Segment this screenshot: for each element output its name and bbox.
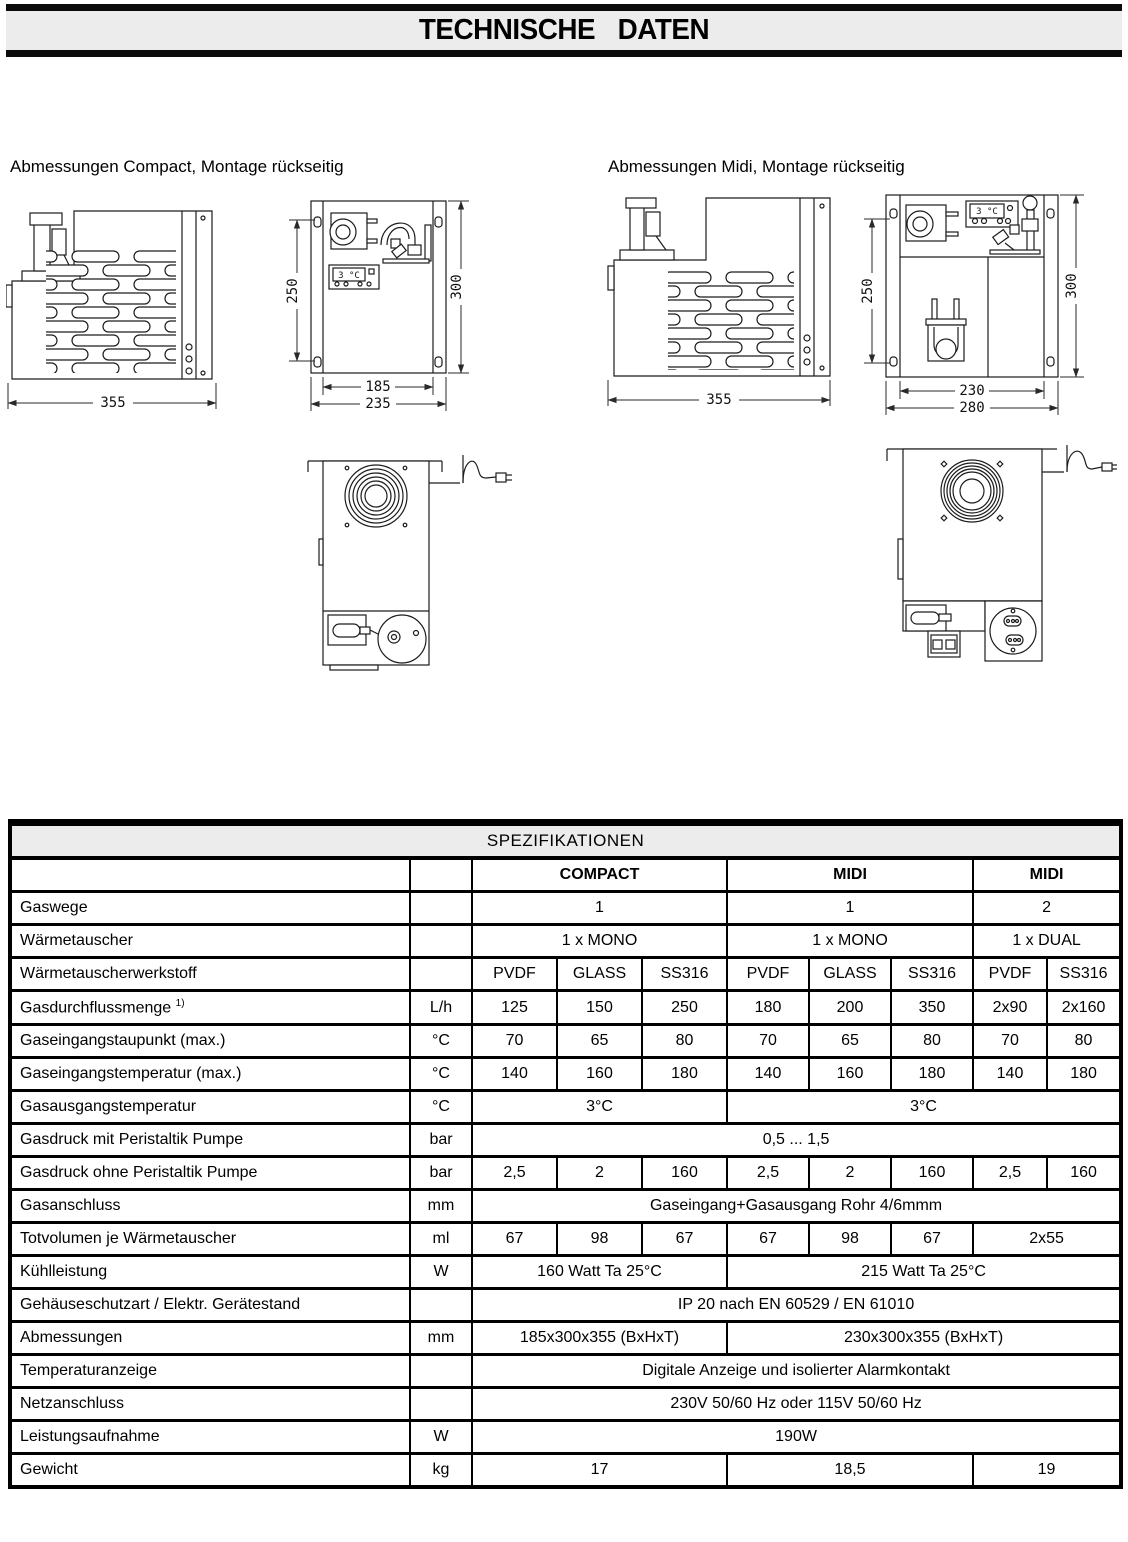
row-value: 2 — [809, 1157, 891, 1190]
row-label: Abmessungen — [10, 1322, 410, 1355]
row-value: 67 — [642, 1223, 727, 1256]
display-readout: 3 °C — [338, 271, 360, 281]
table-row — [10, 1256, 1121, 1289]
pump-head-icon — [378, 615, 426, 663]
title-banner — [6, 4, 1122, 57]
row-value: 3°C — [472, 1091, 727, 1124]
row-value: 1 x MONO — [727, 925, 973, 958]
midi-bottom-view-drawing — [862, 439, 1120, 689]
dim-300 — [1060, 195, 1084, 377]
svg-text:235: 235 — [365, 396, 391, 412]
row-unit: W — [410, 1256, 472, 1289]
group-header-compact: COMPACT — [472, 858, 727, 892]
row-value: 70 — [973, 1025, 1047, 1058]
row-value: Digitale Anzeige und isolierter Alarmkontakt — [472, 1355, 1121, 1388]
table-row — [10, 1058, 1121, 1091]
row-value: 1 x DUAL — [973, 925, 1121, 958]
svg-text:230: 230 — [959, 383, 985, 399]
row-unit: °C — [410, 1091, 472, 1124]
row-value: 200 — [809, 991, 891, 1025]
row-value: 67 — [891, 1223, 973, 1256]
header-unit-cell — [410, 858, 472, 892]
table-row — [10, 1322, 1121, 1355]
table-row — [10, 1091, 1121, 1124]
compact-side-view-drawing — [6, 193, 222, 415]
table-row — [10, 892, 1121, 925]
row-value: 1 — [727, 892, 973, 925]
row-value: 67 — [727, 1223, 809, 1256]
row-unit: °C — [410, 1025, 472, 1058]
row-value: GLASS — [809, 958, 891, 991]
dim-355 — [8, 383, 216, 411]
row-unit: bar — [410, 1124, 472, 1157]
row-unit: °C — [410, 1058, 472, 1091]
compact-caption: Abmessungen Compact, Montage rückseitig — [10, 157, 344, 176]
row-label: Totvolumen je Wärmetauscher — [10, 1223, 410, 1256]
midi-front-body — [886, 195, 1058, 377]
pump-assembly-icon — [620, 198, 674, 260]
row-value: 80 — [891, 1025, 973, 1058]
row-value: 2,5 — [472, 1157, 557, 1190]
svg-text:300: 300 — [1064, 273, 1080, 299]
row-label: Netzanschluss — [10, 1388, 410, 1421]
row-unit — [410, 958, 472, 991]
row-value: PVDF — [472, 958, 557, 991]
row-label: Gasausgangstemperatur — [10, 1091, 410, 1124]
table-row — [10, 1124, 1121, 1157]
row-value: 160 Watt Ta 25°C — [472, 1256, 727, 1289]
row-value: 160 — [809, 1058, 891, 1091]
row-value: SS316 — [642, 958, 727, 991]
row-value: 17 — [472, 1454, 727, 1488]
table-row — [10, 1223, 1121, 1256]
row-value: 80 — [1047, 1025, 1121, 1058]
row-value: 350 — [891, 991, 973, 1025]
alarm-connector-panel — [990, 608, 1036, 654]
row-value: GLASS — [557, 958, 642, 991]
row-value: 18,5 — [727, 1454, 973, 1488]
row-label: Wärmetauscherwerkstoff — [10, 958, 410, 991]
fan-icon — [941, 460, 1003, 522]
temperature-display — [966, 201, 1018, 227]
header-label-cell — [10, 858, 410, 892]
spec-table — [8, 819, 1123, 1489]
row-value: 2 — [557, 1157, 642, 1190]
row-value: Gaseingang+Gasausgang Rohr 4/6mmm — [472, 1190, 1121, 1223]
row-value: 185x300x355 (BxHxT) — [472, 1322, 727, 1355]
compact-bottom-body — [308, 455, 512, 670]
table-row — [10, 1355, 1121, 1388]
row-value: 190W — [472, 1421, 1121, 1454]
row-unit: bar — [410, 1157, 472, 1190]
row-unit — [410, 1289, 472, 1322]
row-value: SS316 — [891, 958, 973, 991]
footnote-marker: 1) — [175, 998, 185, 1009]
row-label: Gewicht — [10, 1454, 410, 1488]
row-value: 2 — [973, 892, 1121, 925]
row-label: Leistungsaufnahme — [10, 1421, 410, 1454]
midi-caption: Abmessungen Midi, Montage rückseitig — [608, 157, 905, 176]
svg-text:300: 300 — [449, 274, 465, 300]
table-header-row — [10, 858, 1121, 892]
group-header-midi-2: MIDI — [973, 858, 1121, 892]
table-title: SPEZIFIKATIONEN — [10, 823, 1121, 859]
row-value: 2x160 — [1047, 991, 1121, 1025]
row-value: PVDF — [727, 958, 809, 991]
row-value: 160 — [642, 1157, 727, 1190]
row-value: 230x300x355 (BxHxT) — [727, 1322, 1121, 1355]
dim-185 — [323, 377, 433, 395]
row-value: 160 — [1047, 1157, 1121, 1190]
row-value: 250 — [642, 991, 727, 1025]
row-value: 1 — [472, 892, 727, 925]
row-value: 80 — [642, 1025, 727, 1058]
row-label: Gehäuseschutzart / Elektr. Gerätestand — [10, 1289, 410, 1322]
louver-vents — [46, 249, 176, 373]
midi-side-view-drawing — [598, 186, 843, 414]
row-label: Gasdruck ohne Peristaltik Pumpe — [10, 1157, 410, 1190]
row-value: 0,5 ... 1,5 — [472, 1124, 1121, 1157]
row-value: 180 — [727, 991, 809, 1025]
row-value: 230V 50/60 Hz oder 115V 50/60 Hz — [472, 1388, 1121, 1421]
midi-front-view-drawing — [860, 187, 1100, 427]
table-row — [10, 958, 1121, 991]
row-unit — [410, 1355, 472, 1388]
mains-connector-icon — [928, 631, 960, 657]
row-value: 19 — [973, 1454, 1121, 1488]
row-value: 140 — [472, 1058, 557, 1091]
row-value: 2,5 — [727, 1157, 809, 1190]
row-unit — [410, 1388, 472, 1421]
row-value: 98 — [557, 1223, 642, 1256]
row-value: 67 — [472, 1223, 557, 1256]
row-unit: mm — [410, 1190, 472, 1223]
row-value: 2x55 — [973, 1223, 1121, 1256]
table-row — [10, 925, 1121, 958]
row-value: 140 — [727, 1058, 809, 1091]
row-value: 2x90 — [973, 991, 1047, 1025]
row-value: 180 — [642, 1058, 727, 1091]
compact-front-view-drawing — [283, 187, 473, 419]
compact-side-body — [6, 211, 212, 379]
row-value: 150 — [557, 991, 642, 1025]
midi-side-body — [608, 198, 830, 376]
banner-rule-top — [6, 4, 1122, 11]
table-row — [10, 1157, 1121, 1190]
table-row — [10, 1421, 1121, 1454]
row-unit: L/h — [410, 991, 472, 1025]
louver-vents — [668, 270, 794, 370]
row-value: 140 — [973, 1058, 1047, 1091]
page-title: TECHNISCHE DATEN — [418, 14, 710, 46]
row-value: 98 — [809, 1223, 891, 1256]
page — [0, 4, 1128, 1489]
drawings-section — [0, 57, 1128, 819]
table-row — [10, 1454, 1121, 1488]
table-row — [10, 1025, 1121, 1058]
row-value: 180 — [891, 1058, 973, 1091]
row-label: Gasanschluss — [10, 1190, 410, 1223]
row-unit: ml — [410, 1223, 472, 1256]
group-header-midi: MIDI — [727, 858, 973, 892]
dim-230 — [900, 381, 1044, 399]
row-value: 160 — [557, 1058, 642, 1091]
svg-text:185: 185 — [365, 379, 391, 395]
row-unit: kg — [410, 1454, 472, 1488]
row-label: Gaseingangstemperatur (max.) — [10, 1058, 410, 1091]
svg-text:250: 250 — [860, 278, 876, 304]
row-value: 65 — [557, 1025, 642, 1058]
pump-motor-icon — [906, 605, 951, 631]
temperature-display — [329, 265, 379, 289]
table-row — [10, 1388, 1121, 1421]
row-label: Temperaturanzeige — [10, 1355, 410, 1388]
row-label: Gasdurchflussmenge $^{1)}$ — [10, 991, 410, 1025]
svg-text:355: 355 — [100, 395, 126, 411]
row-label: Wärmetauscher — [10, 925, 410, 958]
row-unit: W — [410, 1421, 472, 1454]
row-value: 70 — [727, 1025, 809, 1058]
row-value: 180 — [1047, 1058, 1121, 1091]
svg-text:355: 355 — [706, 392, 732, 408]
table-row — [10, 1190, 1121, 1223]
dim-300 — [448, 201, 469, 373]
row-value: 125 — [472, 991, 557, 1025]
row-label: Gasdruck mit Peristaltik Pumpe — [10, 1124, 410, 1157]
row-unit: mm — [410, 1322, 472, 1355]
dim-355 — [608, 380, 830, 408]
midi-bottom-body — [887, 445, 1117, 661]
row-value: IP 20 nach EN 60529 / EN 61010 — [472, 1289, 1121, 1322]
row-value: 70 — [472, 1025, 557, 1058]
table-row — [10, 991, 1121, 1025]
row-label: Kühlleistung — [10, 1256, 410, 1289]
row-value: 2,5 — [973, 1157, 1047, 1190]
table-row — [10, 1289, 1121, 1322]
row-label: Gaswege — [10, 892, 410, 925]
row-value: PVDF — [973, 958, 1047, 991]
banner-rule-bottom — [6, 50, 1122, 57]
row-value: 3°C — [727, 1091, 1121, 1124]
row-label: Gaseingangstaupunkt (max.) — [10, 1025, 410, 1058]
compact-front-body — [311, 201, 446, 373]
compact-bottom-view-drawing — [300, 447, 520, 692]
svg-text:250: 250 — [285, 278, 301, 304]
table-title-row — [10, 823, 1121, 859]
banner-band — [6, 11, 1122, 50]
row-value: 215 Watt Ta 25°C — [727, 1256, 1121, 1289]
row-unit — [410, 892, 472, 925]
row-unit — [410, 925, 472, 958]
row-value: 160 — [891, 1157, 973, 1190]
svg-text:280: 280 — [959, 400, 985, 416]
row-value: 1 x MONO — [472, 925, 727, 958]
row-value: 65 — [809, 1025, 891, 1058]
display-readout: 3 °C — [976, 207, 998, 217]
row-value: SS316 — [1047, 958, 1121, 991]
